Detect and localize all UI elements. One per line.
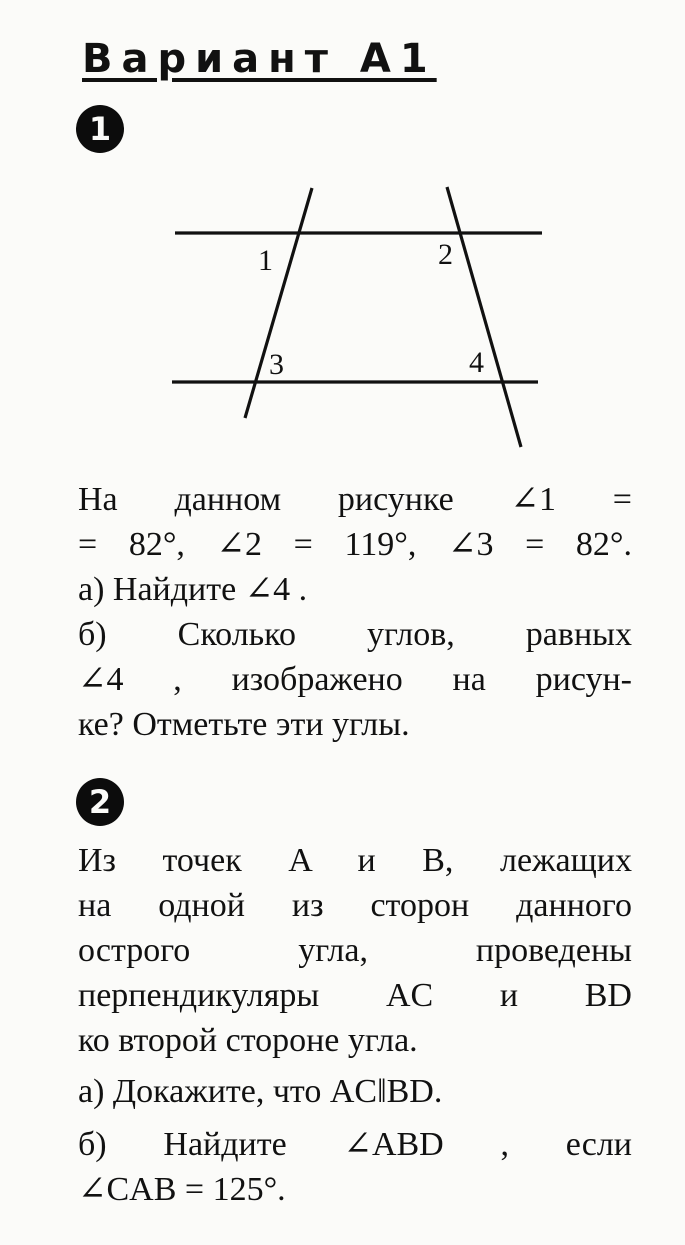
task2-part-b xyxy=(78,1122,632,1212)
task1-line: На данном рисунке ∠1 = xyxy=(78,481,632,518)
task2-part-a: а) Докажите, что AC‖BD. xyxy=(78,1073,443,1110)
page-title: Вариант А1 xyxy=(82,36,437,82)
task2-part-b-line: б) Найдите ∠ABD , если xyxy=(78,1126,632,1163)
task1-line: ∠4 , изображено на рисун- xyxy=(78,661,632,698)
task-number-badge: 1 xyxy=(76,105,124,153)
task2-line: перпендикуляры AC и BD xyxy=(78,977,632,1014)
task2-line: острого угла, проведены xyxy=(78,932,632,969)
task1-text xyxy=(78,477,632,747)
right-transversal-line xyxy=(447,187,521,447)
task1-part-b: б) Сколько углов, равных xyxy=(78,616,632,653)
task1-line: ке? Отметьте эти углы. xyxy=(78,706,410,743)
task2-part-b-line: ∠CAB = 125°. xyxy=(78,1171,286,1208)
angle-label-4: 4 xyxy=(469,346,484,379)
task2-text xyxy=(78,838,632,1114)
task1-part-a: а) Найдите ∠4 . xyxy=(78,571,308,608)
task-number-badge: 2 xyxy=(76,778,124,826)
angle-label-2: 2 xyxy=(438,238,453,271)
task2-line: на одной из сторон данного xyxy=(78,887,632,924)
angle-label-1: 1 xyxy=(258,244,273,277)
angle-label-3: 3 xyxy=(269,348,284,381)
task1-line: = 82°, ∠2 = 119°, ∠3 = 82°. xyxy=(78,526,632,563)
geometry-figure xyxy=(0,0,685,470)
task2-line: Из точек A и B, лежащих xyxy=(78,842,632,879)
task2-line: ко второй стороне угла. xyxy=(78,1022,418,1059)
